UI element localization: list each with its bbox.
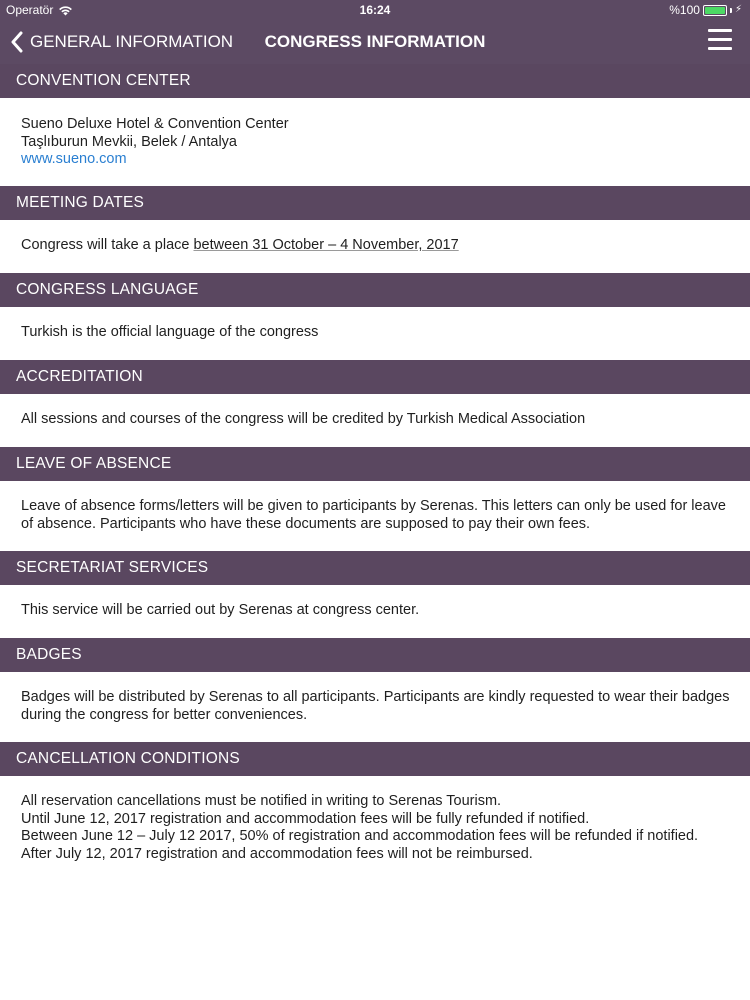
section-header-convention-center: CONVENTION CENTER [0,64,750,98]
congress-language-text: Turkish is the official language of the congress [21,324,319,340]
secretariat-services-text: This service will be carried out by Serenas at congress center. [21,602,420,618]
top-bar [0,0,750,64]
accreditation-text: All sessions and courses of the congress will be credited by Turkish Medical Association [21,411,586,427]
cancellation-line: Until June 12, 2017 registration and accommodation fees will be fully refunded if notified. [21,810,590,827]
venue-address: Taşlıburun Mevkii, Belek / Antalya [21,133,237,150]
leave-of-absence-text: Leave of absence forms/letters will be given to participants by Serenas. This letters can only be used for leave of absence. Participants who have these documents are supposed to pay their own fees. [21,498,726,532]
cancellation-line: All reservation cancellations must be notified in writing to Serenas Tourism. [21,793,502,809]
section-header-congress-language: CONGRESS LANGUAGE [0,273,750,307]
congress-info-list [0,64,750,886]
badges-text: Badges will be distributed by Serenas to all participants. Participants are kindly requested to wear their badges during the congress for better conveniences. [21,689,730,723]
charging-bolt-icon: ⚡ [734,4,742,15]
status-bar [0,0,750,22]
section-header-accreditation: ACCREDITATION [0,360,750,394]
meeting-dates-text: Congress will take a place [21,237,194,253]
meeting-dates-range: between 31 October – 4 November, 2017 [193,237,459,253]
navigation-bar [0,22,750,64]
section-body-cancellation-conditions [0,776,750,886]
battery-group [669,3,742,17]
battery-tip [730,8,732,13]
carrier-label: Operatör [6,3,54,17]
cancellation-line: After July 12, 2017 registration and accommodation fees will not be reimbursed. [21,845,533,862]
section-body-leave-of-absence [0,481,750,551]
venue-website-link[interactable]: www.sueno.com [21,151,127,167]
status-time: 16:24 [359,3,391,17]
back-button[interactable] [10,31,233,53]
section-body-meeting-dates [0,220,750,273]
section-body-accreditation [0,394,750,447]
section-header-meeting-dates: MEETING DATES [0,186,750,220]
page-title: CONGRESS INFORMATION [264,32,486,51]
section-body-congress-language [0,307,750,360]
section-body-secretariat-services [0,585,750,638]
back-button-label: GENERAL INFORMATION [30,32,234,51]
section-header-leave-of-absence: LEAVE OF ABSENCE [0,447,750,481]
section-header-badges: BADGES [0,638,750,672]
section-body-convention-center [0,98,750,186]
section-body-badges [0,672,750,742]
section-header-secretariat-services: SECRETARIAT SERVICES [0,551,750,585]
venue-name: Sueno Deluxe Hotel & Convention Center [21,116,289,132]
battery-icon [703,5,727,16]
section-header-cancellation-conditions: CANCELLATION CONDITIONS [0,742,750,776]
hamburger-menu-icon[interactable] [708,29,732,51]
chevron-left-icon [10,31,24,53]
cancellation-line: Between June 12 – July 12 2017, 50% of registration and accommodation fees will be refunded if notified. [21,828,699,844]
battery-percent: %100 [669,3,700,17]
